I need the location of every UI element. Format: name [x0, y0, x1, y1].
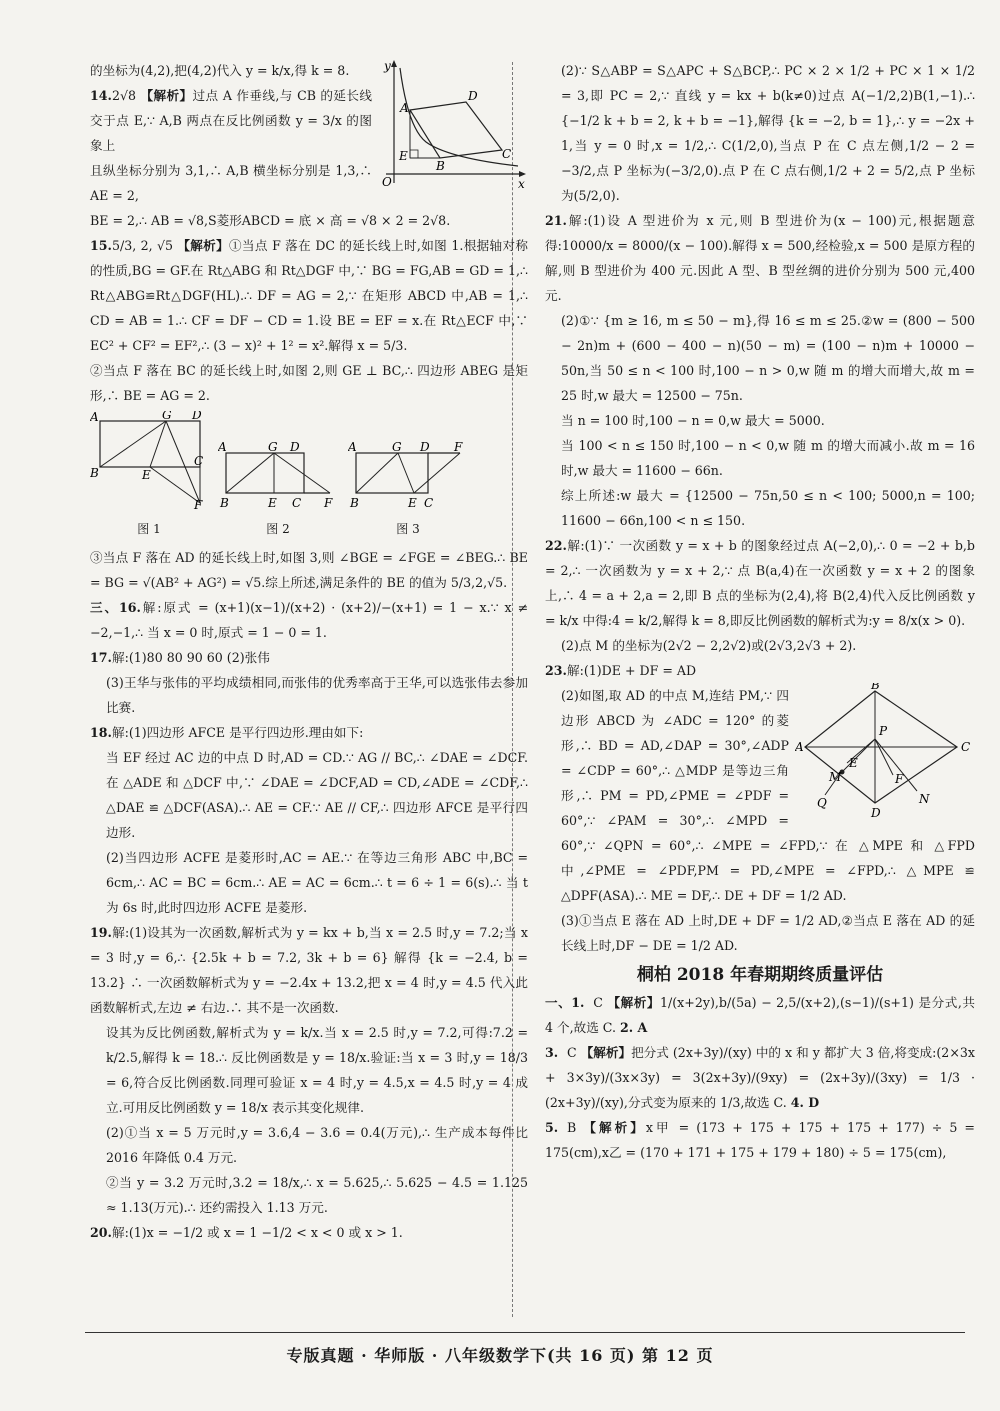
figure-14-svg — [378, 58, 528, 190]
question-16 — [90, 595, 528, 645]
fig3-label: D — [420, 441, 430, 454]
solution-line: (2)∵ S△ABP = S△APC + S△BCP,∴ PC × 2 × 1/2 + PC × 1 × 1/2 = 3,即 PC = 2,∵ 直线 y = kx + b(k≠0)过点 A(−1/2,2)B(1,−1).∴ {−1/2 k + b = 2, k + b = −1},解得 {k = −2, b = 1},∴ y = −2x + 1,当 y = 0 时,x = 1/2,∴ C(1/2,0),当点 P 在 C 点左侧,1/2 − 2 = −3/2,点 P 坐标为(−3/2,0).点 P 在 C 点右侧,1/2 + 2 = 5/2,点 P 坐标为(5/2,0). — [561, 63, 975, 203]
solution-line: 解:(1)x = −1/2 或 x = 1 −1/2 < x < 0 或 x > 1. — [112, 1225, 403, 1240]
question-number: 21. — [545, 213, 567, 228]
fig2-label: C — [292, 496, 302, 509]
fig1-label: G — [162, 411, 172, 422]
fig23-label: D — [871, 806, 881, 820]
figure-caption: 图 1 — [137, 522, 161, 536]
solution-line: BE = 2,∴ AB = √8,S菱形ABCD = 底 × 高 = √8 × 2 = 2√8. — [90, 213, 451, 228]
left-column — [90, 58, 528, 1245]
question-22 — [545, 533, 975, 633]
question-number: 1. — [571, 995, 585, 1010]
answer: B — [567, 1120, 577, 1135]
question-number: 23. — [545, 663, 567, 678]
fig23-label: M — [829, 770, 842, 784]
figure-caption: 图 3 — [396, 522, 420, 536]
question-19 — [90, 920, 528, 1020]
question-21 — [545, 208, 975, 308]
analysis-tag: 【解析】 — [583, 1120, 646, 1135]
question-number: 5. — [545, 1120, 559, 1135]
question-number: 15. — [90, 238, 112, 253]
fig2-label: B — [220, 496, 229, 509]
fig2-label: F — [324, 496, 333, 509]
solution-line: (3)①当点 E 落在 AD 上时,DE + DF = 1/2 AD,②当点 E 落在 AD 的延长线上时,DF − DE = 1/2 AD. — [561, 913, 975, 953]
figure-2-svg — [218, 441, 338, 509]
question-17 — [90, 645, 528, 670]
question-number: 14. — [90, 88, 112, 103]
fig2-label: E — [268, 496, 277, 509]
solution-line: (2)如图,取 AD 的中点 M,连结 PM,∵ 四边形 ABCD 为 ∠ADC = 120° 的菱形,∴ BD = AD,∠DAP = 30°,∠ADP = ∠CDP = 60°,∴ △MDP 是等边三角形,∴ PM = PD,∠PME = ∠PDF = 60°,∵ ∠PAM = 30°,∴ ∠MPD = 60°,∵ ∠QPN = 60°,∴ ∠MPE = ∠FPD,∵ 在 △MPE 和 △FPD 中,∠PME = ∠PDF,PM = PD,∠MPE = ∠FPD,∴ △MPE ≌ △DPF(ASA).∴ ME = DF,∴ DE + DF = 1/2 AD. — [561, 688, 975, 903]
fig14-label: O — [382, 175, 392, 189]
question-number: 17. — [90, 650, 112, 665]
question-18 — [90, 720, 528, 745]
fig23-label: P — [879, 724, 888, 738]
fig1-label: A — [90, 411, 99, 424]
analysis-tag: 【解析】 — [607, 995, 661, 1010]
fig3-label: G — [392, 441, 402, 454]
fig2-label: G — [268, 441, 278, 454]
question-number: 18. — [90, 725, 112, 740]
figure-23-svg — [795, 683, 975, 821]
fig2-label: D — [290, 441, 300, 454]
answer: 2√8 — [112, 88, 137, 103]
fig14-label: B — [436, 159, 445, 173]
figure-caption: 图 2 — [266, 522, 290, 536]
figure-1 — [90, 411, 208, 542]
solution-line: ③当点 F 落在 AD 的延长线上时,如图 3,则 ∠BGE = ∠FGE = ∠BEG.∴ BE = BG = √(AB² + AG²) = √5.综上所述,满足条件的 BE 的值为 5/3,2,√5. — [90, 550, 528, 590]
question-number: 19. — [90, 925, 112, 940]
fig23-label: F — [895, 772, 904, 786]
solution-line: 解:(1)设其为一次函数,解析式为 y = kx + b,当 x = 2.5 时,y = 7.2;当 x = 3 时,y = 6,∴ {2.5k + b = 7.2, 3k + b = 6} 解得 {k = −2.4, b = 13.2} ∴ 一次函数解析式为 y = −2.4x + 13.2,把 x = 4 时,y = 4.5 代入此函数解析式,左边 ≠ 右边.∴ 其不是一次函数. — [90, 925, 528, 1015]
answer: C — [593, 995, 603, 1010]
fig3-label: E — [408, 496, 417, 509]
question-number: 22. — [545, 538, 567, 553]
fig3-label: C — [424, 496, 434, 509]
fig14-label: A — [400, 101, 409, 115]
solution-line: 解:(1)四边形 AFCE 是平行四边形.理由如下: — [112, 725, 364, 740]
solution-line: 当 n = 100 时,100 − n = 0,w 最大 = 5000. — [561, 413, 825, 428]
fig23-label: N — [919, 792, 930, 806]
answer-5 — [545, 1115, 975, 1165]
solution-line: (2)①当 x = 5 万元时,y = 3.6,4 − 3.6 = 0.4(万元),∴ 生产成本每件比 2016 年降低 0.4 万元. — [106, 1125, 528, 1165]
fig14-label: D — [468, 89, 478, 103]
solution-line: 当 EF 经过 AC 边的中点 D 时,AD = CD.∵ AG // BC,∴ ∠DAE = ∠DCF.在 △ADE 和 △DCF 中,∵ ∠DAE = ∠DCF,AD = CD,∠ADE = ∠CDF,∴ △DAE ≌ △DCF(ASA).∴ AE = CF.∵ AE // CF,∴ 四边形 AFCE 是平行四边形. — [106, 750, 528, 840]
figure-14 — [378, 58, 528, 198]
fig3-label: B — [350, 496, 359, 509]
solution-line: 解:(1)设 A 型进价为 x 元,则 B 型进价为(x − 100)元,根据题意得:10000/x = 8000/(x − 100).解得 x = 500,经检验,x = 500 是原方程的解,则 B 型进价为 400 元.因此 A 型、B 型丝绸的进价分别为 500 元,400 元. — [545, 213, 975, 303]
right-column — [545, 58, 975, 1165]
answer: C — [567, 1045, 577, 1060]
fig14-label: E — [399, 149, 408, 163]
section-number: 三、 — [90, 600, 119, 615]
question-20 — [90, 1220, 528, 1245]
fig2-label: A — [218, 441, 227, 454]
fig14-label: x — [518, 177, 525, 190]
solution-line: (2)①∵ {m ≥ 16, m ≤ 50 − m},得 16 ≤ m ≤ 25.②w = (800 − 500 − 2n)m + (600 − 400 − n)(50 − m) = (100 − n)m + 10000 − 50n,当 50 ≤ n < 100 时,100 − n > 0,w 随 m 的增大而增大,故 m = 25 时,w 最大 = 12500 − 75n. — [561, 313, 975, 403]
solution-line: (2)当四边形 ACFE 是菱形时,AC = AE.∵ 在等边三角形 ABC 中,BC = 6cm,∴ AC = BC = 6cm.∴ AE = AC = 6cm.∴ t = 6 ÷ 1 = 6(s).∴ 当 t 为 6s 时,此时四边形 ACFE 是菱形. — [106, 850, 528, 915]
question-number: 3. — [545, 1045, 559, 1060]
fig3-label: F — [454, 441, 463, 454]
answer: 4. D — [790, 1095, 820, 1110]
solution-line: 设其为反比例函数,解析式为 y = k/x.当 x = 2.5 时,y = 7.2,可得:7.2 = k/2.5,解得 k = 18.∴ 反比例函数是 y = 18/x.验证:当 x = 3 时,y = 18/3 = 6,符合反比例函数.同理可验证 x = 4 时,y = 4.5,x = 4.5 时,y = 4 成立.可用反比例函数 y = 18/x 表示其变化规律. — [106, 1025, 528, 1115]
figure-23 — [795, 683, 975, 829]
question-23 — [545, 658, 975, 683]
fig3-label: A — [348, 441, 357, 454]
solution-line: 解:(1)∵ 一次函数 y = x + b 的图象经过点 A(−2,0),∴ 0 = −2 + b,b = 2,∴ 一次函数为 y = x + 2,∵ 点 B(a,4)在一次函数 y = x + 2 的图象上,∴ 4 = a + 2,a = 2,即 B 点的坐标为(2,4),将 B(2,4)代入反比例函数 y = k/x 中得:4 = k/2,解得 k = 8,即反比例函数的解析式为:y = 8/x(x > 0). — [545, 538, 975, 628]
solution-line: 当 100 < n ≤ 150 时,100 − n < 0,w 随 m 的增大而减小.故 m = 16 时,w 最大 = 11600 − 66n. — [561, 438, 975, 478]
fig1-label: E — [142, 468, 151, 482]
answer: 5/3, 2, √5 — [112, 238, 173, 253]
analysis-tag: 【解析】 — [177, 238, 229, 253]
solution-line: 且纵坐标分别为 3,1,∴ A,B 横坐标分别是 1,3,∴ AE = 2, — [90, 163, 372, 203]
solution-line: 把分式 (2x+3y)/(xy) 中的 x 和 y 都扩大 3 倍,将变成:(2×3x + 3×3y)/(3x×3y) = 3(2x+3y)/(9xy) = (2x+3y)/(3xy) = 1/3 · (2x+3y)/(xy),分式变为原来的 1/3,故选 C. — [545, 1045, 975, 1110]
fig23-label: A — [795, 740, 804, 754]
solution-line: ②当 y = 3.2 万元时,3.2 = 18/x,∴ x = 5.625,∴ 5.625 − 4.5 = 1.125 ≈ 1.13(万元).∴ 还约需投入 1.13 万元. — [106, 1175, 528, 1215]
figure-2 — [218, 441, 338, 542]
question-number: 20. — [90, 1225, 112, 1240]
solution-line: 过点 A 作垂线,与 CB 的延长线交于点 E,∵ A,B 两点在反比例函数 y = 3/x 的图象上 — [90, 88, 372, 153]
solution-line: x甲 = (173 + 175 + 175 + 175 + 177) ÷ 5 = 175(cm),x乙 = (170 + 171 + 175 + 179 + 180) ÷ 5 = 175(cm), — [545, 1120, 975, 1160]
solution-line: 综上所述:w 最大 = {12500 − 75n,50 ≤ n < 100; 5000,n = 100; 11600 − 66n,100 < n ≤ 150. — [561, 488, 975, 528]
fig23-label: Q — [817, 796, 827, 810]
answer-1 — [545, 990, 975, 1040]
continuation-text: 的坐标为(4,2),把(4,2)代入 y = k/x,得 k = 8. — [90, 63, 350, 78]
figure-3-svg — [348, 441, 468, 509]
figure-1-svg — [90, 411, 208, 509]
solution-line: (3)王华与张伟的平均成绩相同,而张伟的优秀率高于王华,可以选张伟去参加比赛. — [106, 675, 528, 715]
analysis-tag: 【解析】 — [580, 1045, 632, 1060]
answer-3 — [545, 1040, 975, 1115]
solution-line: ①当点 F 落在 DC 的延长线上时,如图 1.根据轴对称的性质,BG = GF.在 Rt△ABG 和 Rt△DGF 中,∵ BG = FG,AB = GD = 1,∴ Rt△ABG≌Rt△DGF(HL).∴ DF = AG = 2,∵ 在矩形 ABCD 中,AB = 1,∴ CD = AB = 1.∴ CF = DF − CD = 1.设 BE = EF = x.在 Rt△ECF 中,∵ EC² + CF² = EF²,∴ (3 − x)² + 1² = x².解得 x = 5/3. — [90, 238, 528, 353]
fig1-label: C — [194, 454, 204, 468]
solution-line: 解:(1)DE + DF = AD — [567, 663, 697, 678]
solution-line: 1/(x+2y),b/(5a) − 2,5/(x+2),(s−1)/(s+1) 是分式,共 4 个,故选 C. — [545, 995, 975, 1035]
question-15 — [90, 233, 528, 358]
solution-line: (2)点 M 的坐标为(2√2 − 2,2√2)或(2√3,2√3 + 2). — [561, 638, 857, 653]
figure-3 — [348, 441, 468, 542]
answer: 2. A — [620, 1020, 648, 1035]
fig23-label: E — [849, 756, 858, 770]
fig14-label: y — [384, 59, 391, 73]
section-number: 一、 — [545, 995, 572, 1010]
question-number: 16. — [118, 600, 141, 615]
figures-15 — [90, 411, 528, 542]
fig23-label: B — [871, 683, 880, 692]
solution-line: 解:原式 = (x+1)(x−1)/(x+2) · (x+2)/−(x+1) = 1 − x.∵ x ≠ −2,−1,∴ 当 x = 0 时,原式 = 1 − 0 = 1. — [90, 600, 529, 640]
analysis-tag: 【解析】 — [140, 88, 193, 103]
section-title: 桐柏 2018 年春期期终质量评估 — [636, 965, 884, 985]
solution-line: 解:(1)80 80 90 60 (2)张伟 — [112, 650, 270, 665]
fig14-label: C — [502, 147, 512, 161]
page-footer: 专版真题 · 华师版 · 八年级数学下(共 16 页) 第 12 页 — [286, 1346, 714, 1365]
fig1-label: B — [90, 466, 99, 480]
solution-line: ②当点 F 落在 BC 的延长线上时,如图 2,则 GE ⊥ BC,∴ 四边形 ABEG 是矩形,∴ BE = AG = 2. — [90, 363, 528, 403]
fig1-label: D — [192, 411, 202, 422]
fig23-label: C — [961, 740, 971, 754]
footer-rule — [85, 1332, 965, 1333]
fig1-label: F — [194, 498, 203, 509]
